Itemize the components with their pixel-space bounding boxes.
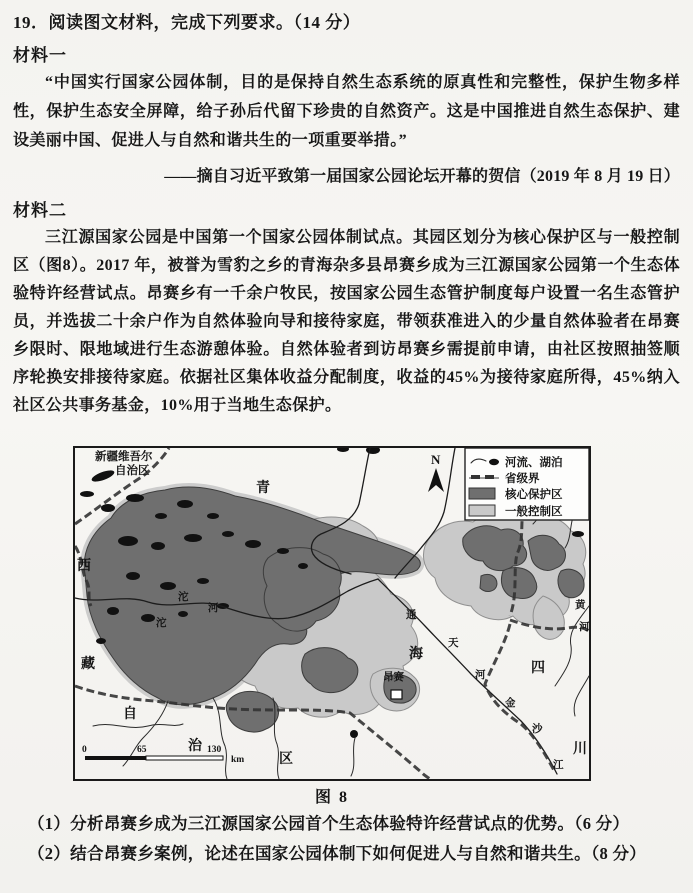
label-qinghai-qing: 青 bbox=[256, 481, 271, 496]
map-svg bbox=[73, 446, 591, 781]
label-jinshajiang-2: 沙 bbox=[532, 724, 543, 735]
label-huanghe-2: 河 bbox=[579, 622, 590, 633]
label-sichuan-chuan: 川 bbox=[573, 742, 588, 757]
angsai-town-symbol bbox=[391, 690, 402, 699]
material1-paragraph: “中国实行国家公园体制，目的是保持自然生态系统的原真性和完整性，保护生物多样性，保护生态安全屏障，给子孙后代留下珍贵的自然资产。这是中国推进自然生态保护、建设美丽中国、促进人与自然和谐共生的一项重要举措。” bbox=[13, 74, 680, 149]
label-qinghai-hai: 海 bbox=[409, 647, 424, 662]
legend-label-general: 一般控制区 bbox=[505, 506, 563, 518]
legend-core-swatch bbox=[469, 488, 495, 499]
legend-label-rivers: 河流、湖泊 bbox=[505, 457, 563, 469]
scale-130: 130 bbox=[207, 745, 222, 755]
figure-caption: 图 8 bbox=[314, 789, 349, 806]
label-tuotuohe-1: 沱 bbox=[156, 618, 167, 629]
legend-general-swatch bbox=[469, 505, 495, 516]
legend-label-boundary: 省级界 bbox=[505, 473, 540, 485]
map-legend bbox=[465, 448, 589, 520]
scale-0: 0 bbox=[82, 745, 87, 755]
question-1: （1）分析昂赛乡成为三江源国家公园首个生态体验特许经营试点的优势。（6 分） bbox=[28, 814, 630, 833]
label-tuotuohe-2: 沱 bbox=[178, 592, 189, 603]
north-label: N bbox=[431, 452, 441, 467]
label-tongtianhe-1: 通 bbox=[406, 610, 417, 621]
label-tongtianhe-3: 河 bbox=[475, 670, 486, 681]
north-arrow-icon bbox=[428, 452, 444, 492]
label-xizang-xi: 西 bbox=[77, 559, 92, 574]
label-xizang-zang: 藏 bbox=[81, 657, 96, 672]
label-tongtianhe-2: 天 bbox=[448, 638, 459, 649]
label-xinjiang-line2: 自治区 bbox=[115, 465, 150, 477]
label-huanghe-1: 黄 bbox=[575, 600, 586, 611]
scale-unit: km bbox=[231, 755, 245, 765]
question-header: 19．阅读图文材料，完成下列要求。（14 分） bbox=[13, 13, 361, 32]
label-xizang-zhi: 治 bbox=[188, 739, 203, 754]
material1-label: 材料一 bbox=[13, 46, 67, 65]
legend-label-core: 核心保护区 bbox=[505, 489, 563, 501]
label-xizang-qu: 区 bbox=[279, 752, 294, 767]
scale-65: 65 bbox=[137, 745, 147, 755]
question-2: （2）结合昂赛乡案例，论述在国家公园体制下如何促进人与自然和谐共生。（8 分） bbox=[28, 844, 647, 863]
label-xinjiang-line1: 新疆维吾尔 bbox=[95, 451, 153, 463]
material2-label: 材料二 bbox=[13, 201, 67, 220]
material2-paragraph: 三江源国家公园是中国第一个国家公园体制试点。其园区划分为核心保护区与一般控制区（图8）。2017 年，被誉为雪豹之乡的青海杂多县昂赛乡成为三江源国家公园第一个生态体验特许经营试点。昂赛乡有一千余户牧民，按国家公园生态管护制度每户设置一名生态管护员，并选拔二十余户作为自然体验向导和接待家庭，带领获准进入的少量自然体验者在昂赛乡限时、限地域进行生态游憩体验。自然体验者到访昂赛乡需提前申请，由社区按照抽签顺序轮换安排接待家庭。依据社区集体收益分配制度，收益的45%为接待家庭所得，45%纳入社区公共事务基金，10%用于当地生态保护。 bbox=[13, 229, 680, 414]
scale-bar bbox=[82, 745, 244, 765]
label-xizang-zi: 自 bbox=[123, 707, 138, 722]
label-jinshajiang-1: 金 bbox=[505, 698, 516, 709]
label-angsai: 昂赛 bbox=[383, 672, 404, 683]
label-tuotuohe-3: 河 bbox=[208, 603, 219, 614]
material1-attribution: ——摘自习近平致第一届国家公园论坛开幕的贺信（2019 年 8 月 19 日） bbox=[164, 168, 680, 185]
label-jinshajiang-3: 江 bbox=[553, 760, 564, 771]
label-sichuan-si: 四 bbox=[531, 661, 546, 676]
figure-map bbox=[73, 446, 591, 781]
